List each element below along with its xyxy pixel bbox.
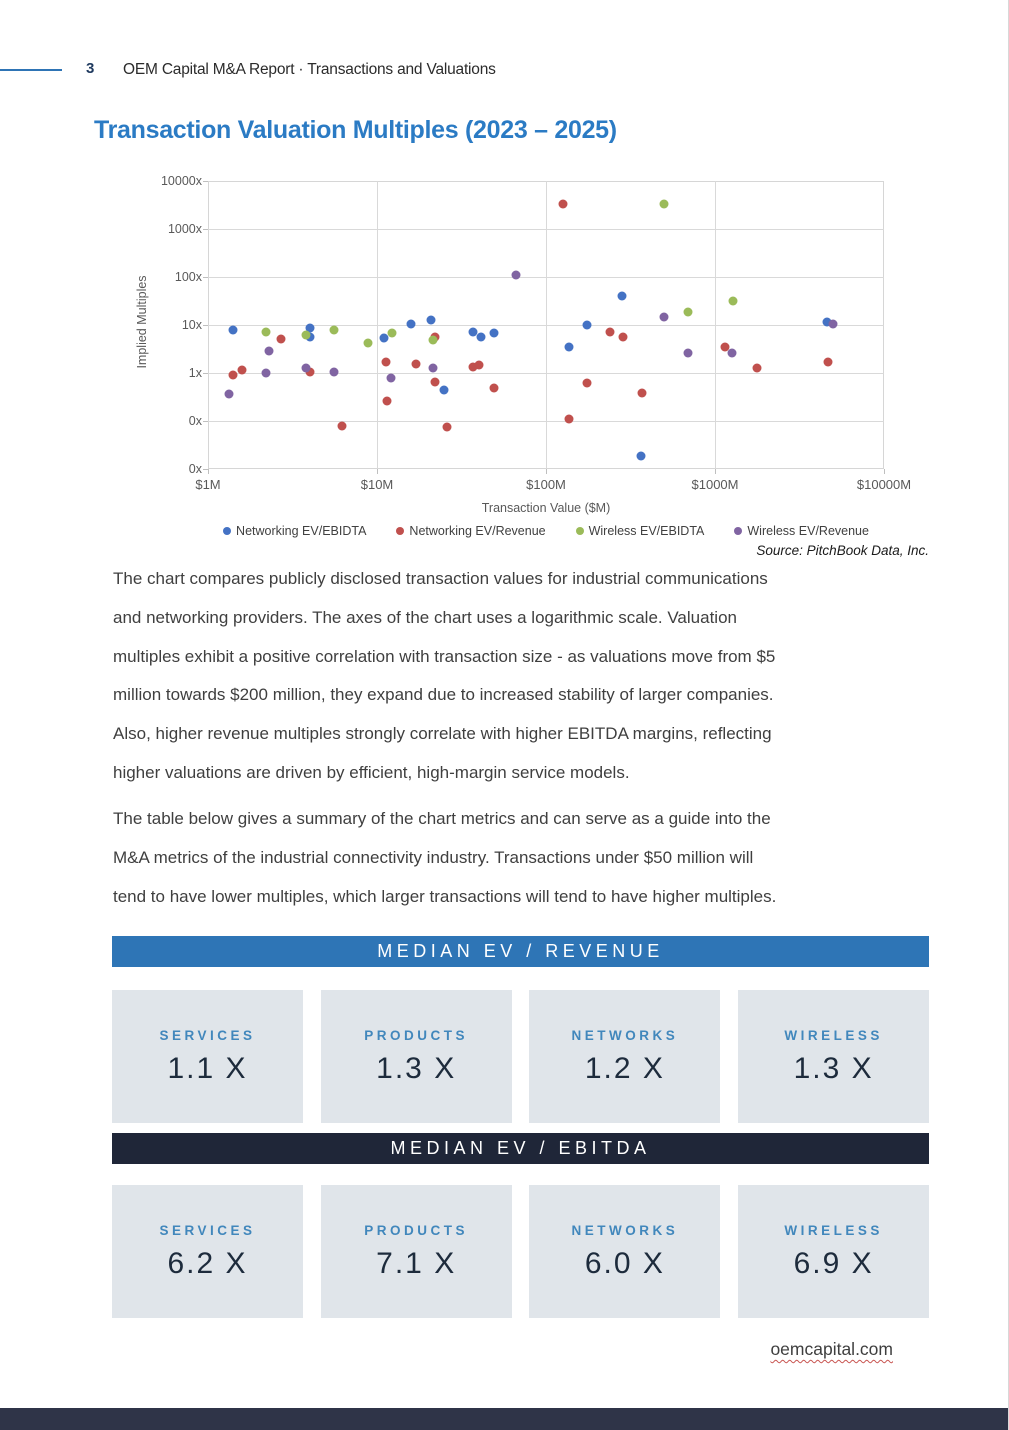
y-tick-label: 1000x — [167, 222, 202, 236]
data-point-networking-ev-ebidta — [637, 451, 646, 460]
data-point-networking-ev-revenue — [583, 378, 592, 387]
y-tick-mark — [203, 229, 208, 230]
legend-item — [223, 524, 366, 538]
source-attribution: Source: PitchBook Data, Inc. — [756, 543, 929, 558]
legend-label: Networking EV/EBIDTA — [236, 524, 367, 538]
legend-label: Wireless EV/EBIDTA — [588, 524, 705, 538]
y-tick-label: 0x — [188, 414, 202, 428]
x-gridline — [715, 181, 716, 469]
page-title: Transaction Valuation Multiples (2023 – 2025) — [94, 116, 617, 144]
legend-marker-icon — [576, 527, 584, 535]
page-number: 3 — [86, 60, 95, 77]
paragraph-1-line: The chart compares publicly disclosed transaction values for industrial communications — [113, 569, 768, 588]
paragraph-1-line: higher valuations are driven by efficient, high-margin service models. — [113, 762, 630, 782]
median-ev-ebitda-banner: MEDIAN EV / EBITDA — [112, 1133, 929, 1164]
metric-card-value: 1.3 X — [376, 1051, 457, 1085]
data-point-wireless-ev-revenue — [265, 346, 274, 355]
data-point-networking-ev-ebidta — [407, 319, 416, 328]
x-axis-title: Transaction Value ($M) — [481, 501, 611, 515]
x-tick-mark — [377, 469, 378, 474]
paragraph-1 — [113, 560, 933, 793]
data-point-wireless-ev-ebidta — [660, 200, 669, 209]
x-tick-label: $1M — [195, 477, 221, 492]
metric-card-label: WIRELESS — [784, 1222, 883, 1238]
metric-card-wireless — [738, 1185, 929, 1318]
metric-card-label: PRODUCTS — [364, 1027, 469, 1043]
data-point-wireless-ev-ebidta — [729, 296, 738, 305]
metric-card-label: SERVICES — [159, 1222, 256, 1238]
data-point-wireless-ev-ebidta — [301, 330, 310, 339]
x-gridline — [546, 181, 547, 469]
data-point-networking-ev-revenue — [565, 415, 574, 424]
y-tick-label: 1x — [188, 366, 202, 380]
metric-card-label: WIRELESS — [784, 1027, 883, 1043]
document-header: OEM Capital M&A Report · Transactions and Valuations — [123, 61, 496, 78]
data-point-networking-ev-revenue — [619, 333, 628, 342]
data-point-networking-ev-ebidta — [228, 325, 237, 334]
metric-card-label: NETWORKS — [571, 1027, 679, 1043]
data-point-wireless-ev-ebidta — [388, 329, 397, 338]
paragraph-1-line: Also, higher revenue multiples strongly correlate with higher EBITDA margins, reflecting — [113, 724, 772, 744]
metric-card-services — [112, 990, 303, 1123]
data-point-wireless-ev-revenue — [386, 373, 395, 382]
legend-marker-icon — [223, 527, 231, 535]
data-point-wireless-ev-revenue — [224, 389, 233, 398]
data-point-networking-ev-revenue — [443, 422, 452, 431]
data-point-networking-ev-ebidta — [583, 321, 592, 330]
paragraph-2-line: tend to have lower multiples, which larger transactions will tend to have higher multiples. — [113, 886, 777, 906]
data-point-networking-ev-ebidta — [440, 385, 449, 394]
data-point-networking-ev-revenue — [823, 357, 832, 366]
metric-card-value: 6.0 X — [584, 1246, 665, 1280]
data-point-networking-ev-revenue — [638, 389, 647, 398]
y-tick-label: 0x — [188, 462, 202, 476]
metric-card-value: 7.1 X — [376, 1246, 457, 1280]
data-point-networking-ev-ebidta — [618, 292, 627, 301]
data-point-networking-ev-ebidta — [427, 315, 436, 324]
legend-item — [576, 524, 705, 538]
data-point-networking-ev-revenue — [474, 360, 483, 369]
metric-card-label: NETWORKS — [571, 1222, 679, 1238]
legend-marker-icon — [396, 527, 404, 535]
x-tick-mark — [546, 469, 547, 474]
metric-card-value: 6.9 X — [793, 1246, 874, 1280]
metric-card-networks — [529, 1185, 720, 1318]
y-tick-mark — [203, 373, 208, 374]
footer-bar — [0, 1408, 1009, 1430]
metric-card-wireless — [738, 990, 929, 1123]
paragraph-1-line: multiples exhibit a positive correlation with transaction size - as valuations move from $5 — [113, 646, 776, 666]
paragraph-2-line: The table below gives a summary of the chart metrics and can serve as a guide into the — [113, 809, 771, 828]
median-ev-revenue-banner: MEDIAN EV / REVENUE — [112, 936, 929, 967]
x-tick-mark — [715, 469, 716, 474]
data-point-wireless-ev-revenue — [683, 349, 692, 358]
metric-card-value: 6.2 X — [167, 1246, 248, 1280]
y-tick-label: 100x — [174, 270, 202, 284]
x-tick-label: $100M — [526, 477, 566, 492]
metric-card-label: PRODUCTS — [364, 1222, 469, 1238]
x-gridline — [377, 181, 378, 469]
data-point-wireless-ev-revenue — [829, 319, 838, 328]
data-point-wireless-ev-ebidta — [683, 308, 692, 317]
metric-card-label: SERVICES — [159, 1027, 256, 1043]
legend-marker-icon — [734, 527, 742, 535]
data-point-wireless-ev-revenue — [660, 312, 669, 321]
paragraph-1-line: million towards $200 million, they expand due to increased stability of larger companies. — [113, 685, 774, 705]
data-point-wireless-ev-revenue — [428, 363, 437, 372]
data-point-wireless-ev-ebidta — [330, 325, 339, 334]
x-tick-label: $1000M — [691, 477, 739, 492]
data-point-networking-ev-ebidta — [489, 329, 498, 338]
data-point-networking-ev-revenue — [337, 421, 346, 430]
data-point-networking-ev-revenue — [489, 383, 498, 392]
data-point-wireless-ev-revenue — [511, 271, 520, 280]
y-tick-mark — [203, 181, 208, 182]
data-point-networking-ev-revenue — [430, 377, 439, 386]
data-point-networking-ev-revenue — [381, 357, 390, 366]
data-point-networking-ev-revenue — [276, 334, 285, 343]
data-point-wireless-ev-revenue — [261, 369, 270, 378]
metric-card-networks — [529, 990, 720, 1123]
paragraph-2-line: M&A metrics of the industrial connectivity industry. Transactions under $50 million will — [113, 847, 754, 867]
y-tick-label: 10x — [181, 318, 202, 332]
data-point-wireless-ev-ebidta — [428, 335, 437, 344]
y-tick-mark — [203, 325, 208, 326]
metric-card-value: 1.2 X — [584, 1051, 665, 1085]
y-axis-title: Implied Multiples — [135, 275, 149, 369]
data-point-networking-ev-revenue — [411, 359, 420, 368]
y-tick-mark — [203, 277, 208, 278]
paragraph-2 — [113, 800, 933, 916]
legend-item — [396, 524, 545, 538]
paragraph-1-line: and networking providers. The axes of the chart uses a logarithmic scale. Valuation — [113, 607, 737, 627]
data-point-wireless-ev-revenue — [330, 367, 339, 376]
header-accent-line — [0, 69, 62, 71]
x-tick-label: $10M — [360, 477, 394, 492]
metric-card-products — [321, 1185, 512, 1318]
data-point-networking-ev-revenue — [238, 366, 247, 375]
data-point-networking-ev-revenue — [753, 364, 762, 373]
data-point-networking-ev-ebidta — [565, 342, 574, 351]
legend-label: Networking EV/Revenue — [409, 524, 546, 538]
data-point-wireless-ev-ebidta — [363, 338, 372, 347]
data-point-networking-ev-revenue — [606, 327, 615, 336]
data-point-wireless-ev-revenue — [301, 363, 310, 372]
data-point-wireless-ev-revenue — [727, 349, 736, 358]
data-point-networking-ev-revenue — [558, 200, 567, 209]
chart-legend — [208, 524, 884, 538]
data-point-networking-ev-revenue — [383, 397, 392, 406]
metric-card-products — [321, 990, 512, 1123]
data-point-networking-ev-revenue — [228, 370, 237, 379]
metric-card-services — [112, 1185, 303, 1318]
x-tick-label: $10000M — [856, 477, 912, 492]
website-link[interactable]: oemcapital.com — [770, 1339, 893, 1359]
legend-item — [734, 524, 869, 538]
y-tick-label: 10000x — [160, 174, 202, 188]
metric-card-value: 1.3 X — [793, 1051, 874, 1085]
data-point-networking-ev-ebidta — [476, 333, 485, 342]
y-tick-mark — [203, 421, 208, 422]
x-tick-mark — [884, 469, 885, 474]
data-point-wireless-ev-ebidta — [261, 327, 270, 336]
metric-card-value: 1.1 X — [167, 1051, 248, 1085]
x-tick-mark — [208, 469, 209, 474]
legend-label: Wireless EV/Revenue — [747, 524, 869, 538]
